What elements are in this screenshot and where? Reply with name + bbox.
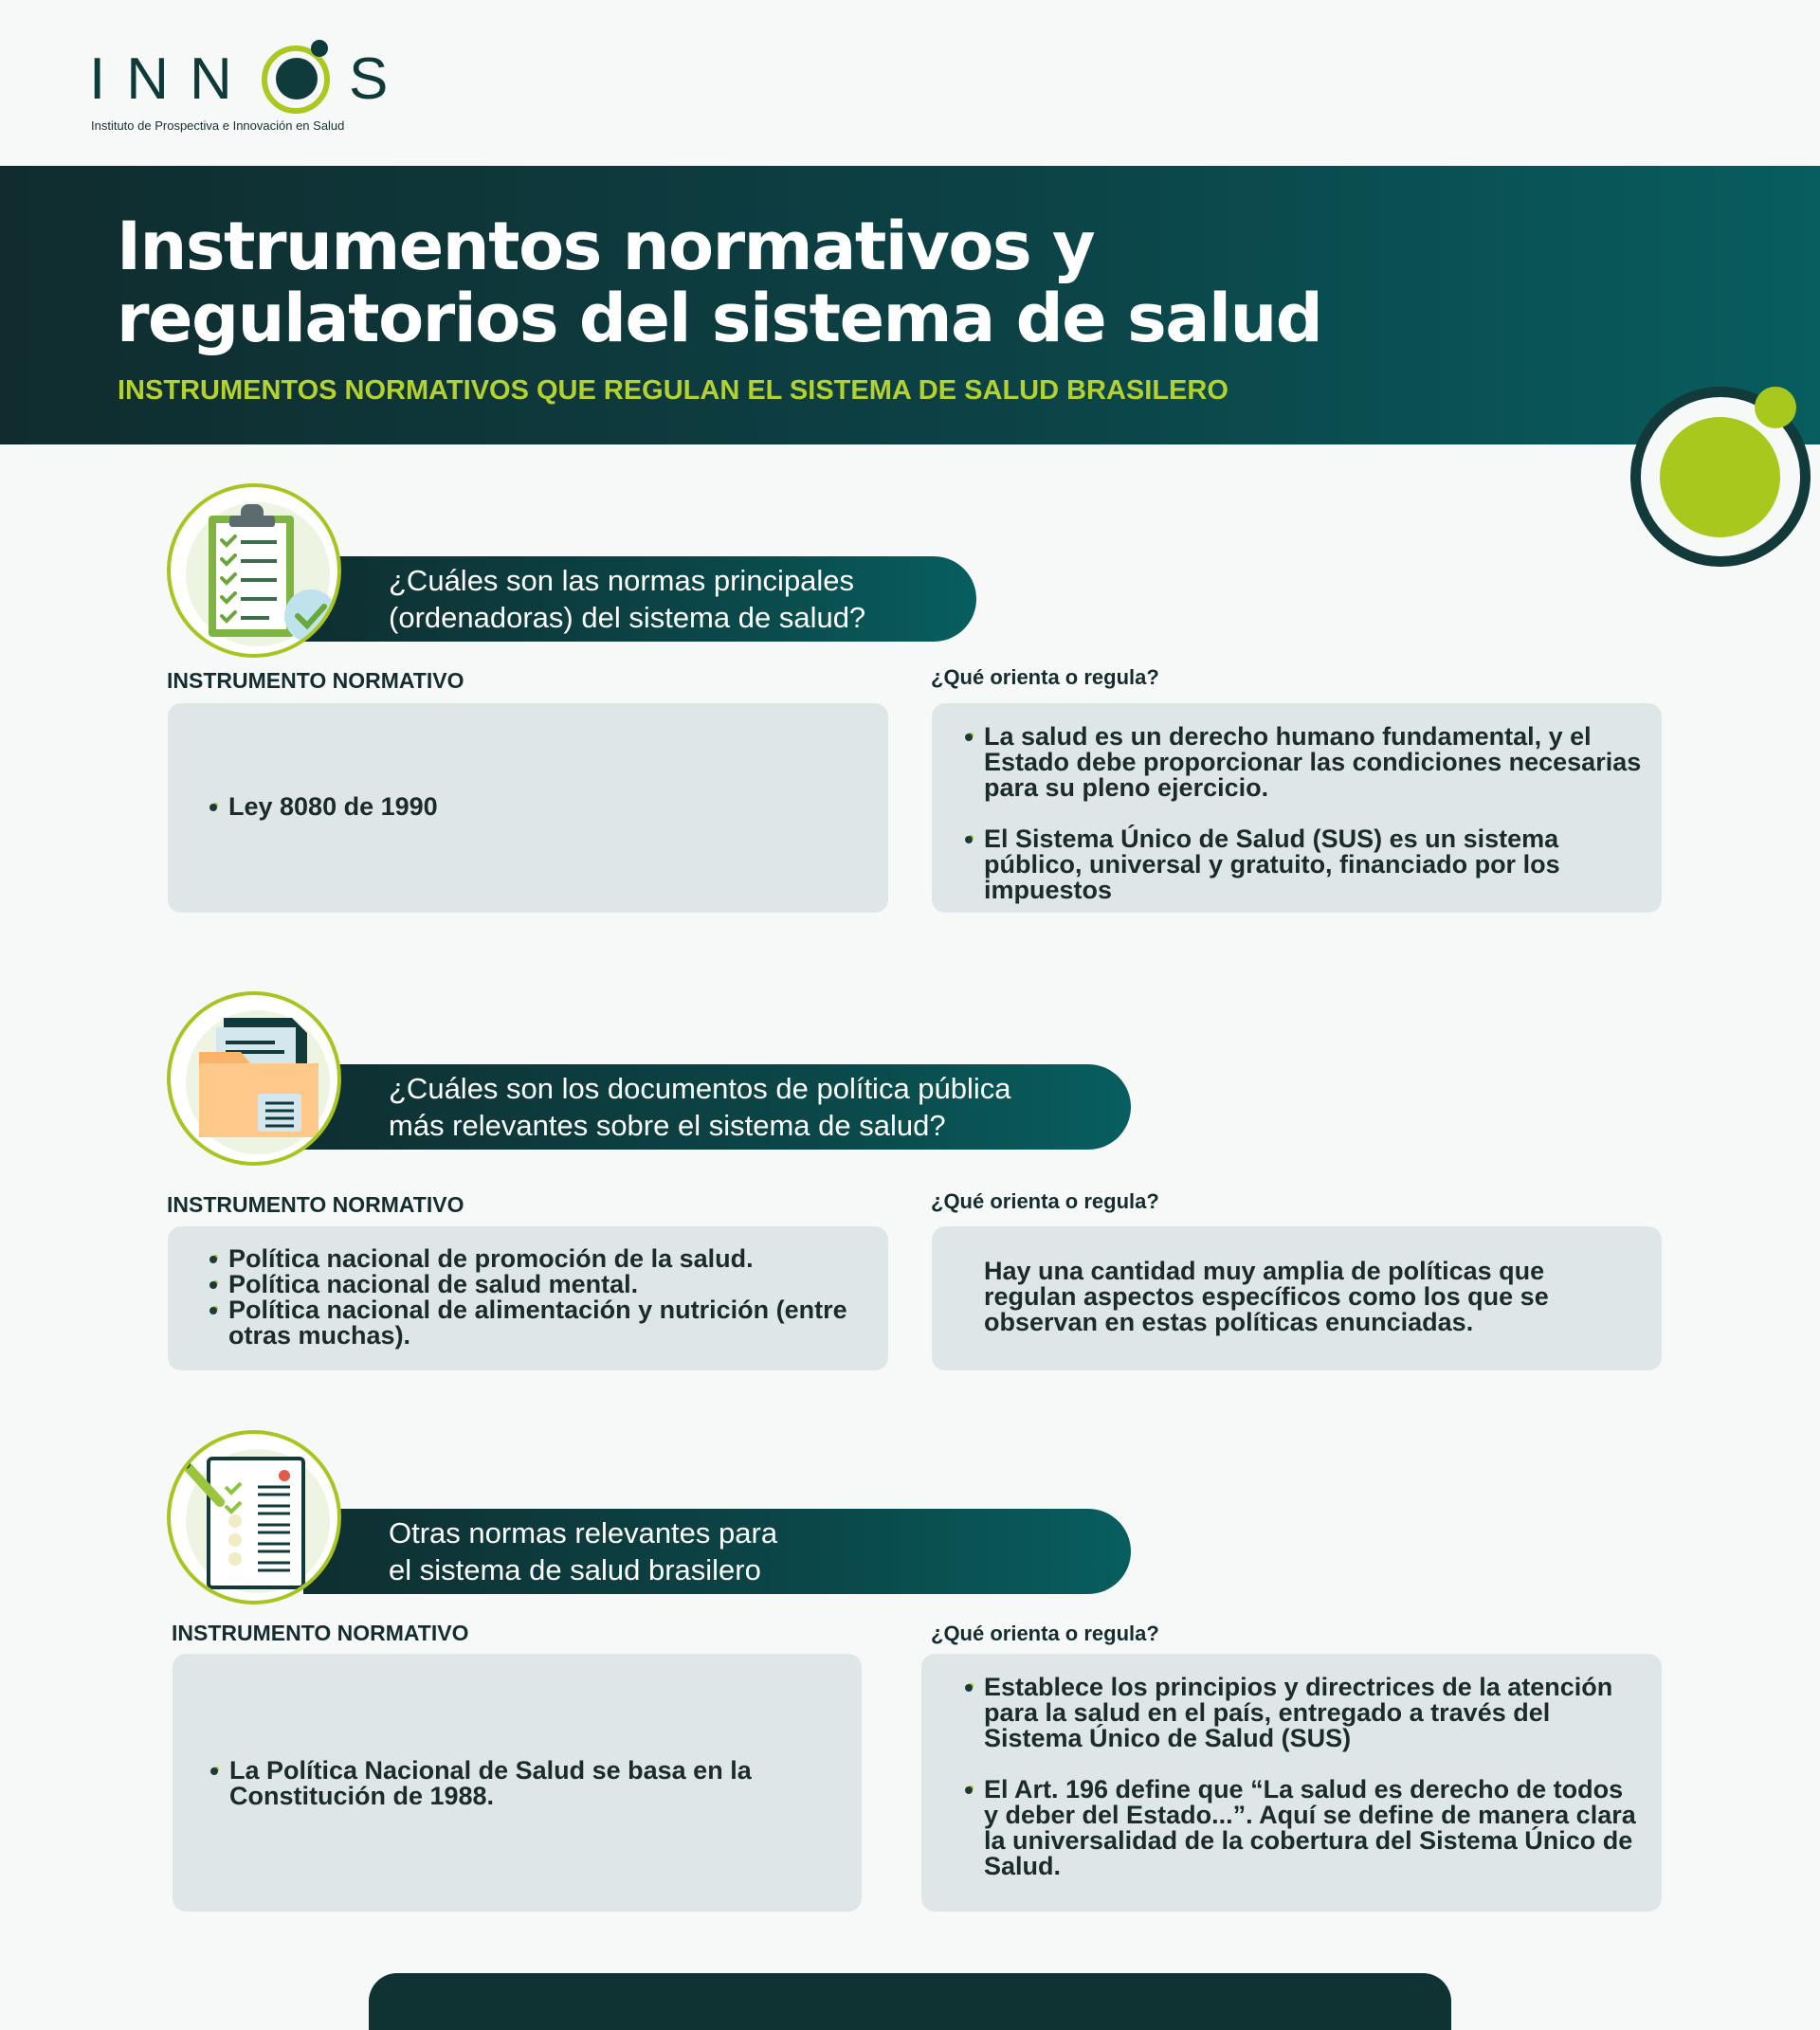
section-1-left-label: INSTRUMENTO NORMATIVO [167,668,464,693]
logo-o-dot [311,40,328,57]
title-line-2: regulatorios del sistema de salud [117,280,1322,357]
section-3-heading [303,1509,1131,1594]
logo-wordmark-left: INN [89,46,253,112]
section-2-right-label: ¿Qué orienta o regula? [931,1189,1159,1213]
section-3-right-item-1: Establece los principios y directrices de la atención para la salud en el país, entregado a través del Sistema Único de Salud (SUS) [965,1675,1643,1751]
section-2-left-item-1: Política nacional de promoción de la salud. [209,1246,864,1272]
section-1-right-item-2: El Sistema Único de Salud (SUS) es un sistema público, universal y gratuito, financiado por los impuestos [965,826,1643,903]
section-2-question-line-2: más relevantes sobre el sistema de salud? [389,1109,946,1142]
page-subtitle: INSTRUMENTOS NORMATIVOS QUE REGULAN EL SISTEMA DE SALUD BRASILERO [118,375,1228,406]
section-3-left-box [173,1654,862,1912]
section-2-right-box [932,1226,1662,1370]
section-3-left-label: INSTRUMENTO NORMATIVO [172,1621,469,1645]
section-2-left-item-2: Política nacional de salud mental. [209,1272,864,1297]
section-1-left-box [168,703,888,913]
section-1-right-item-1: La salud es un derecho humano fundamental, y el Estado debe proporcionar las condiciones necesarias para su pleno ejercicio. [965,724,1643,801]
decorative-circle [1660,417,1780,537]
checklist-pencil-icon [167,1430,341,1604]
section-3-right-label: ¿Qué orienta o regula? [931,1622,1159,1645]
document-folder-icon [167,991,341,1166]
footer-bar [369,1973,1451,2030]
section-3-left-item: La Política Nacional de Salud se basa en la Constitución de 1988. [210,1758,836,1809]
section-1-left-item: Ley 8080 de 1990 [209,794,864,820]
logo-o-core [276,58,318,100]
logo-wordmark-right: S [349,46,389,112]
section-1-question-line-1: ¿Cuáles son las normas principales [389,564,855,597]
section-2-left-box [168,1226,888,1370]
section-2-question-line-1: ¿Cuáles son los documentos de política pública [389,1072,1011,1105]
section-1-right-box [932,703,1662,913]
page-title [117,208,1444,357]
section-1-heading [303,556,976,642]
section-3-question-line-2: el sistema de salud brasilero [389,1553,761,1586]
logo-tagline: Instituto de Prospectiva e Innovación en Salud [91,118,345,133]
title-line-1: Instrumentos normativos y [117,208,1095,285]
section-1-right-label: ¿Qué orienta o regula? [931,665,1159,689]
section-2-left-item-3: Política nacional de alimentación y nutrición (entre otras muchas). [209,1297,864,1349]
section-3-right-item-2: El Art. 196 define que “La salud es derecho de todos y deber del Estado...”. Aquí se define de manera clara la universalidad de la cobertura del Sistema Único de Salud. [965,1777,1643,1879]
section-1-question-line-2: (ordenadoras) del sistema de salud? [389,601,866,634]
section-3-right-box [921,1654,1662,1912]
decorative-dot [1755,387,1796,428]
section-2-right-text: Hay una cantidad muy amplia de políticas que regulan aspectos específicos como los que se observan en estas políticas enunciadas. [984,1257,1549,1336]
section-3-question-line-1: Otras normas relevantes para [389,1516,778,1550]
section-2-heading [303,1064,1131,1150]
clipboard-checklist-icon [167,483,341,658]
section-2-left-label: INSTRUMENTO NORMATIVO [167,1192,464,1217]
